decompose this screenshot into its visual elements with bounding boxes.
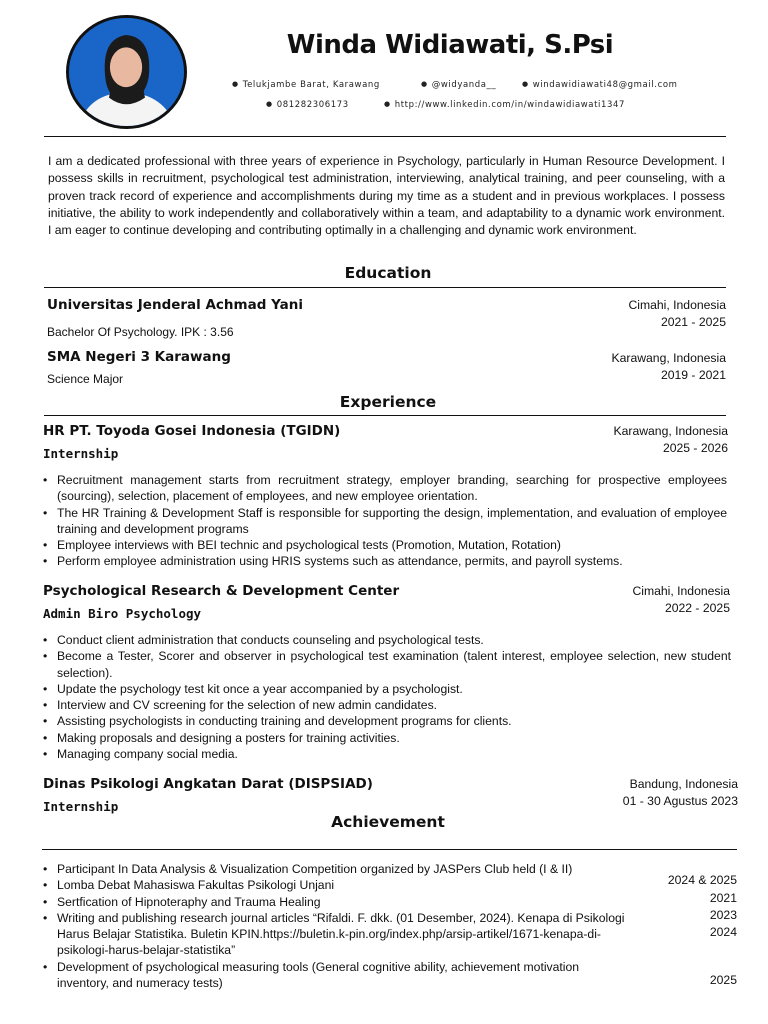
list-item: • Interview and CV screening for the selection of new admin candidates. bbox=[43, 697, 731, 713]
header-divider bbox=[44, 136, 726, 137]
list-item: • Managing company social media. bbox=[43, 746, 731, 762]
contact-address: ● Telukjambe Barat, Karawang bbox=[232, 80, 380, 90]
experience-duties bbox=[43, 632, 731, 762]
list-item: • Lomba Debat Mahasiswa Fakultas Psikologi Unjani bbox=[43, 877, 633, 893]
list-item: • Employee interviews with BEI technic and psychological tests (Promotion, Mutation, Rotation) bbox=[43, 537, 727, 553]
experience-period: 2025 - 2026 bbox=[662, 440, 728, 455]
list-item: • Assisting psychologists in conducting training and development programs for clients. bbox=[43, 713, 731, 729]
experience-location: Cimahi, Indonesia bbox=[632, 584, 730, 598]
list-item: • Writing and publishing research journal articles “Rifaldi. F. dkk. (01 Desember, 2024). Kenapa di Psikologi Harus Belajar Statistika. Buletin KPIN.https://buletin.k-pin.org/index.php/arsip-artikel/1671-kenapa-di-psikologi-harus-belajar-statistika” bbox=[43, 910, 633, 959]
contact-email[interactable]: ● windawidiawati48@gmail.com bbox=[522, 80, 678, 90]
education-location: Cimahi, Indonesia bbox=[628, 298, 726, 312]
education-location: Karawang, Indonesia bbox=[611, 351, 726, 365]
experience-location: Karawang, Indonesia bbox=[613, 424, 728, 438]
achievement-list bbox=[43, 861, 633, 991]
education-period: 2019 - 2021 bbox=[660, 367, 726, 382]
education-institution: SMA Negeri 3 Karawang bbox=[47, 349, 231, 365]
experience-location: Bandung, Indonesia bbox=[629, 777, 738, 791]
achievement-divider bbox=[42, 849, 737, 850]
contact-linkedin[interactable]: ● http://www.linkedin.com/in/windawidiawati1347 bbox=[384, 100, 625, 110]
list-item: • Making proposals and designing a posters for training activities. bbox=[43, 730, 731, 746]
experience-meta bbox=[613, 423, 728, 456]
list-item: • Update the psychology test kit once a year accompanied by a psychologist. bbox=[43, 681, 731, 697]
list-item: • The HR Training & Development Staff is responsible for supporting the design, implementation, and evaluation of employee training and development programs bbox=[43, 505, 727, 538]
experience-meta bbox=[623, 776, 738, 809]
profile-summary: I am a dedicated professional with three years of experience in Psychology, particularly in Human Resource Development. I possess skills in recruitment, psychological test administration, interviewing, analytical training, and peer counseling, with a proven track record of experience and accomplishments during my time as a student and in previous workplaces. I possess initiative, the ability to work independently and collaboratively within a team, and adaptability to a dynamic work environment. I am eager to continue developing and contributing optimally in a challenging and dynamic work environment. bbox=[48, 154, 725, 238]
candidate-name: Winda Widiawati, S.Psi bbox=[286, 30, 614, 60]
achievement-years bbox=[617, 873, 737, 993]
experience-role: Admin Biro Psychology bbox=[43, 606, 202, 621]
achievement-year: 2024 & 2025 bbox=[667, 873, 737, 887]
experience-heading: Experience bbox=[339, 393, 437, 411]
contact-row-2 bbox=[0, 100, 768, 112]
education-divider bbox=[44, 287, 726, 288]
list-item: • Perform employee administration using HRIS systems such as attendance, permits, and payroll systems. bbox=[43, 553, 727, 569]
education-institution: Universitas Jenderal Achmad Yani bbox=[47, 297, 303, 313]
list-item: • Conduct client administration that conducts counseling and psychological tests. bbox=[43, 632, 731, 648]
list-item: • Recruitment management starts from recruitment strategy, employer branding, searching for prospective employees (sourcing), selection, placement of employees, and new employee orientation. bbox=[43, 472, 727, 505]
experience-period: 2022 - 2025 bbox=[664, 600, 730, 615]
experience-meta bbox=[632, 583, 730, 616]
education-detail: Bachelor Of Psychology. IPK : 3.56 bbox=[47, 325, 234, 339]
contact-instagram[interactable]: ● @widyanda__ bbox=[421, 80, 496, 90]
contact-phone[interactable]: ● 081282306173 bbox=[266, 100, 349, 110]
list-item: • Sertfication of Hipnoteraphy and Trauma Healing bbox=[43, 894, 633, 910]
achievement-year: 2021 bbox=[709, 891, 737, 905]
achievement-year: 2023 bbox=[709, 908, 737, 922]
list-item: • Participant In Data Analysis & Visualization Competition organized by JASPers Club held (I & II) bbox=[43, 861, 633, 877]
list-item: • Development of psychological measuring tools (General cognitive ability, achievement motivation inventory, and numeracy tests) bbox=[43, 959, 633, 992]
list-item: • Become a Tester, Scorer and observer in psychological test examination (talent interest, employee selection, new student selection). bbox=[43, 648, 731, 681]
experience-duties bbox=[43, 472, 727, 570]
experience-company: Dinas Psikologi Angkatan Darat (DISPSIAD) bbox=[43, 776, 373, 792]
education-period: 2021 - 2025 bbox=[660, 314, 726, 329]
experience-period: 01 - 30 Agustus 2023 bbox=[622, 793, 738, 808]
education-meta bbox=[628, 297, 726, 330]
education-meta bbox=[611, 350, 726, 383]
education-heading: Education bbox=[344, 264, 432, 282]
experience-role: Internship bbox=[43, 799, 119, 814]
education-detail: Science Major bbox=[47, 372, 124, 386]
experience-company: HR PT. Toyoda Gosei Indonesia (TGIDN) bbox=[43, 423, 341, 439]
experience-company: Psychological Research & Development Center bbox=[43, 583, 400, 599]
achievement-year: 2025 bbox=[709, 973, 737, 987]
achievement-heading: Achievement bbox=[331, 813, 445, 831]
contact-row-1 bbox=[0, 80, 768, 92]
experience-divider bbox=[44, 415, 726, 416]
experience-role: Internship bbox=[43, 446, 119, 461]
achievement-year: 2024 bbox=[709, 925, 737, 939]
